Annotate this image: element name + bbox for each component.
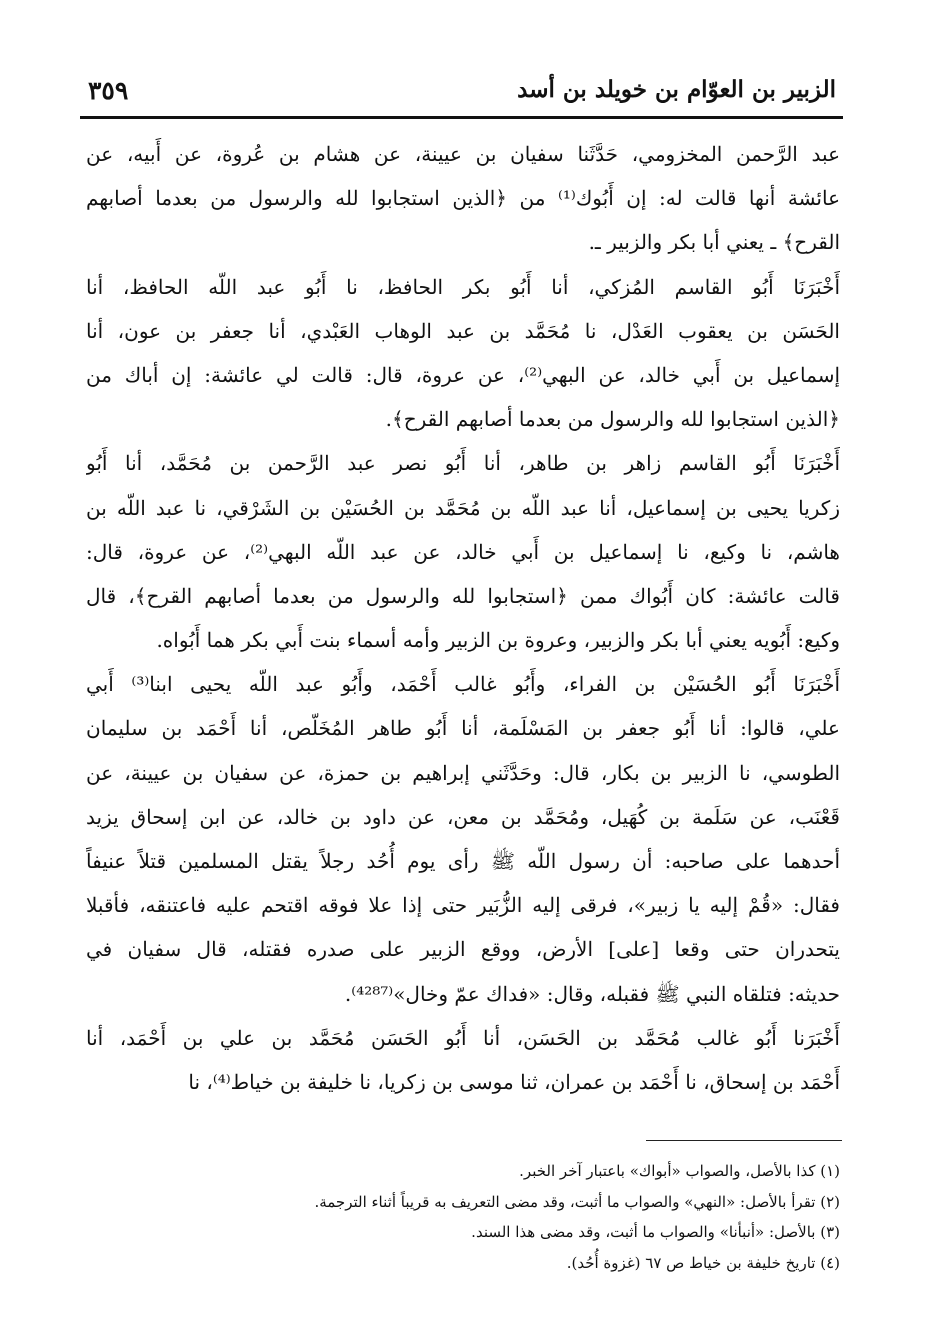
paragraph: [86, 132, 840, 265]
main-text: [86, 132, 840, 1104]
text-line: حديثه: فتلقاه النبي ﷺ فقبله، وقال: «فداك عمّ وخال»⁽⁴²⁸⁷⁾.: [344, 981, 840, 1006]
text-line: القرح﴾ ـ يعني أبا بكر والزبير ـ.: [588, 230, 840, 255]
text-line: الطوسي، نا الزبير بن بكار، قال: وحَدَّثَني إبراهيم بن حمزة، عن سفيان بن عيينة، عن: [86, 760, 840, 785]
page-number: ٣٥٩: [88, 76, 129, 105]
text-line: أَخْبَرَنَا أَبُو القاسم زاهر بن طاهر، أنا أَبُو نصر عبد الرَّحمن بن مُحَمَّد، أنا أَبُو: [86, 451, 840, 476]
text-line: علي، قالوا: أنا أَبُو جعفر بن المَسْلَمة، أنا أَبُو طاهر المُخَلّص، أنا أَحْمَد بن سليمان: [86, 716, 840, 741]
footnote: (١) كذا بالأصل، والصواب «أبواك» باعتبار آخر الخبر.: [519, 1162, 840, 1180]
paragraph: [86, 265, 840, 442]
text-line: زكريا يحيى بن إسماعيل، أنا عبد اللّه بن مُحَمَّد بن الحُسَيْن بن الشَرْقي، نا عبد اللّه بن: [86, 495, 840, 520]
text-line: يتحدران حتى وقعا [على] الأرض، ووقع الزبير على صدره فقتله، قال سفيان في: [86, 937, 840, 962]
footnote: (٢) تقرأ بالأصل: «النهي» والصواب ما أثبت، وقد مضى التعريف به قريباً أثناء الترجمة.: [314, 1192, 840, 1211]
text-line: الحَسَن بن يعقوب العَدْل، نا مُحَمَّد بن عبد الوهاب العَبْدي، أنا جعفر بن عون، أنا: [86, 318, 840, 343]
text-line: عبد الرَّحمن المخزومي، حَدَّثَنا سفيان بن عيينة، عن هشام بن عُروة، عن أَبيه، عن: [86, 142, 840, 166]
text-line: أَخْبَرَنا أَبُو غالب مُحَمَّد بن الحَسَن، أنا أَبُو الحَسَن مُحَمَّد بن علي بن أَحْمَد، أنا: [86, 1025, 840, 1050]
running-header-title: الزبير بن العوّام بن خويلد بن أسد: [517, 76, 836, 103]
text-line: ﴿الذين استجابوا لله والرسول من بعدما أصابهم القرح﴾.: [385, 407, 840, 432]
text-line: عائشة أنها قالت له: إن أَبُوك⁽¹⁾ من ﴿الذين استجابوا لله والرسول من بعدما أصابهم: [86, 186, 840, 211]
paragraph: [86, 1016, 840, 1104]
text-line: أحدهما على صاحبه: أن رسول اللّه ﷺ رأى يوم أُحُد رجلاً يقتل المسلمين قتلاً عنيفاً: [86, 849, 840, 873]
text-line: قالت عائشة: كان أَبُواك ممن ﴿استجابوا لله والرسول من بعدما أصابهم القرح﴾، قال: [86, 583, 840, 608]
footnote-separator: [646, 1140, 842, 1141]
text-line: وكيع: أَبُويه يعني أبا بكر والزبير، وعروة بن الزبير وأمه أسماء بنت أَبي بكر هما أَبُواه.: [156, 628, 840, 653]
paragraph: [86, 441, 840, 662]
text-line: هاشم، نا وكيع، نا إسماعيل بن أَبي خالد، عن عبد اللّه البهي⁽²⁾، عن عروة، قال:: [86, 539, 840, 564]
text-line: أَخْبَرَنَا أَبُو القاسم المُزكي، أنا أَبُو بكر الحافظ، نا أَبُو عبد اللّه الحافظ، أنا: [86, 274, 840, 299]
footnotes: [120, 1156, 840, 1278]
text-line: أَخْبَرَنَا أَبُو الحُسَيْن بن الفراء، وأَبُو غالب أَحْمَد، وأَبُو عبد اللّه يحيى ابنا⁽³⁾ أَبي: [86, 672, 840, 697]
text-line: قَعْنَب، عن سَلَمة بن كُهَيل، ومُحَمَّد بن معن، عن داود بن خالد، عن ابن إسحاق يزيد: [86, 804, 840, 829]
footnote: (٣) بالأصل: «أنبأنا» والصواب ما أثبت، وقد مضى هذا السند.: [471, 1223, 840, 1241]
header-rule: [80, 116, 843, 119]
text-line: فقال: «قُمْ إليه يا زبير»، فرقى إليه الزُّبَير حتى إذا علا فوقه اقتحم عليه فاعتنقه، فأقبلا: [86, 893, 840, 918]
text-line: أَحْمَد بن إسحاق، نا أَحْمَد بن عمران، ثنا موسى بن زكريا، نا خليفة بن خياط⁽⁴⁾، نا: [188, 1069, 840, 1094]
footnote: (٤) تاريخ خليفة بن خياط ص ٦٧ (غزوة أُحُد).: [566, 1253, 840, 1272]
paragraph: [86, 662, 840, 1016]
text-line: إسماعيل بن أَبي خالد، عن البهي⁽²⁾، عن عروة، قال: قالت لي عائشة: إن أباك من: [86, 362, 840, 387]
